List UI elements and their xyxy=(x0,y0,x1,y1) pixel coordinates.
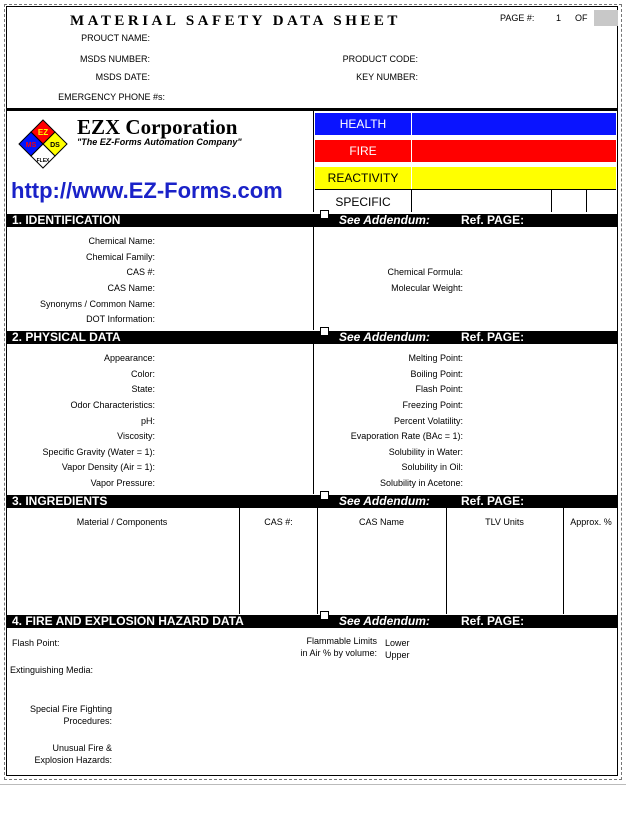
addendum-checkbox[interactable] xyxy=(320,327,329,336)
header-divider xyxy=(6,108,618,111)
logo-text-flex: FLEX xyxy=(36,158,50,164)
page-bottom-line xyxy=(0,784,626,785)
specific-divider xyxy=(586,189,587,212)
flash-point-label: Flash Point: xyxy=(415,384,463,394)
special-procedures-label-1: Special Fire Fighting xyxy=(29,704,112,714)
lower-label: Lower xyxy=(385,638,410,648)
addendum-label: See Addendum: xyxy=(339,213,430,227)
section-title: 3. INGREDIENTS xyxy=(12,494,108,508)
chemical-formula-label: Chemical Formula: xyxy=(387,267,463,277)
synonyms-label: Synonyms / Common Name: xyxy=(39,299,155,309)
flammable-limits-label: Flammable Limits xyxy=(306,636,377,646)
section-bar-physical xyxy=(6,331,618,344)
company-url-link[interactable]: http://www.EZ-Forms.com xyxy=(11,178,283,203)
ph-label: pH: xyxy=(140,416,155,426)
logo-text-ez: EZ xyxy=(37,128,49,137)
extinguishing-media-label: Extinguishing Media: xyxy=(10,665,94,675)
column-header-material: Material / Components xyxy=(76,517,168,527)
specific-field[interactable] xyxy=(412,190,551,211)
specific-divider xyxy=(551,189,552,212)
page-label: PAGE #: xyxy=(500,13,535,23)
ref-page-label: Ref. PAGE: xyxy=(461,494,525,508)
section-bar-identification xyxy=(6,214,618,227)
in-air-label: in Air % by volume: xyxy=(300,648,377,658)
specific-label: SPECIFIC xyxy=(335,195,391,209)
ref-page-label: Ref. PAGE: xyxy=(461,213,525,227)
boiling-point-label: Boiling Point: xyxy=(410,369,463,379)
special-procedures-label-2: Procedures: xyxy=(63,716,112,726)
unusual-hazards-label-1: Unusual Fire & xyxy=(52,743,112,753)
form-title: MATERIAL SAFETY DATA SHEET xyxy=(70,13,401,29)
ref-page-label: Ref. PAGE: xyxy=(461,330,525,344)
msds-date-label: MSDS DATE: xyxy=(95,72,150,82)
section-title: 1. IDENTIFICATION xyxy=(12,213,121,227)
evaporation-rate-label: Evaporation Rate (BAc = 1): xyxy=(350,431,463,441)
section-title: 2. PHYSICAL DATA xyxy=(12,330,121,344)
column-divider xyxy=(239,508,240,614)
company-name: EZX Corporation xyxy=(77,115,238,139)
column-header-approx-percent: Approx. % xyxy=(570,517,612,527)
hazard-row-separator xyxy=(315,136,616,139)
vapor-pressure-label: Vapor Pressure: xyxy=(90,478,155,488)
molecular-weight-label: Molecular Weight: xyxy=(391,283,463,293)
color-label: Color: xyxy=(130,369,155,379)
section-bar-fire xyxy=(6,615,618,628)
column-divider xyxy=(446,508,447,614)
specific-gravity-label: Specific Gravity (Water = 1): xyxy=(42,447,155,457)
msds-diamond-logo-icon xyxy=(15,118,73,170)
total-pages-field[interactable] xyxy=(594,10,618,26)
odor-label: Odor Characteristics: xyxy=(70,400,155,410)
ingredients-material-field[interactable] xyxy=(8,530,237,612)
fire-label: FIRE xyxy=(349,144,377,158)
emergency-phone-label: EMERGENCY PHONE #s: xyxy=(58,92,165,102)
key-number-label: KEY NUMBER: xyxy=(356,72,418,82)
column-divider xyxy=(563,508,564,614)
vapor-density-label: Vapor Density (Air = 1): xyxy=(61,462,155,472)
viscosity-label: Viscosity: xyxy=(117,431,155,441)
column-header-tlv-units: TLV Units xyxy=(485,517,524,527)
melting-point-label: Melting Point: xyxy=(408,353,463,363)
addendum-checkbox[interactable] xyxy=(320,611,329,620)
cas-name-label: CAS Name: xyxy=(107,283,155,293)
reactivity-label: REACTIVITY xyxy=(327,171,399,185)
solubility-oil-label: Solubility in Oil: xyxy=(401,462,463,472)
section-bar-ingredients xyxy=(6,495,618,508)
logo-text-ms: MS xyxy=(25,142,37,149)
column-header-cas-number: CAS #: xyxy=(264,517,293,527)
column-divider xyxy=(317,508,318,614)
of-label: OF xyxy=(575,13,588,23)
addendum-checkbox[interactable] xyxy=(320,491,329,500)
upper-label: Upper xyxy=(385,650,410,660)
addendum-label: See Addendum: xyxy=(339,614,430,628)
fire-flash-point-label: Flash Point: xyxy=(12,638,60,648)
cas-number-label: CAS #: xyxy=(126,267,155,277)
company-tagline: "The EZ-Forms Automation Company" xyxy=(77,137,242,147)
solubility-acetone-label: Solubility in Acetone: xyxy=(379,478,463,488)
addendum-label: See Addendum: xyxy=(339,494,430,508)
chemical-family-label: Chemical Family: xyxy=(85,252,155,262)
unusual-hazards-label-2: Explosion Hazards: xyxy=(34,755,112,765)
product-code-label: PRODUCT CODE: xyxy=(342,54,418,64)
addendum-checkbox[interactable] xyxy=(320,210,329,219)
column-divider xyxy=(313,227,314,330)
dot-information-label: DOT Information: xyxy=(86,314,155,324)
logo-text-ds: DS xyxy=(50,142,60,149)
chemical-name-label: Chemical Name: xyxy=(88,236,155,246)
solubility-water-label: Solubility in Water: xyxy=(388,447,463,457)
column-header-cas-name: CAS Name xyxy=(358,517,404,527)
page-number: 1 xyxy=(556,13,562,23)
freezing-point-label: Freezing Point: xyxy=(402,400,463,410)
addendum-label: See Addendum: xyxy=(339,330,430,344)
hazard-row-separator xyxy=(315,163,616,166)
appearance-label: Appearance: xyxy=(103,353,155,363)
section-title: 4. FIRE AND EXPLOSION HAZARD DATA xyxy=(12,614,244,628)
health-label: HEALTH xyxy=(339,117,387,131)
ref-page-label: Ref. PAGE: xyxy=(461,614,525,628)
product-name-label: PROUCT NAME: xyxy=(81,33,150,43)
hazard-grid-left-border xyxy=(313,111,314,212)
msds-number-label: MSDS NUMBER: xyxy=(79,54,150,64)
state-label: State: xyxy=(131,384,155,394)
percent-volatility-label: Percent Volatility: xyxy=(393,416,463,426)
